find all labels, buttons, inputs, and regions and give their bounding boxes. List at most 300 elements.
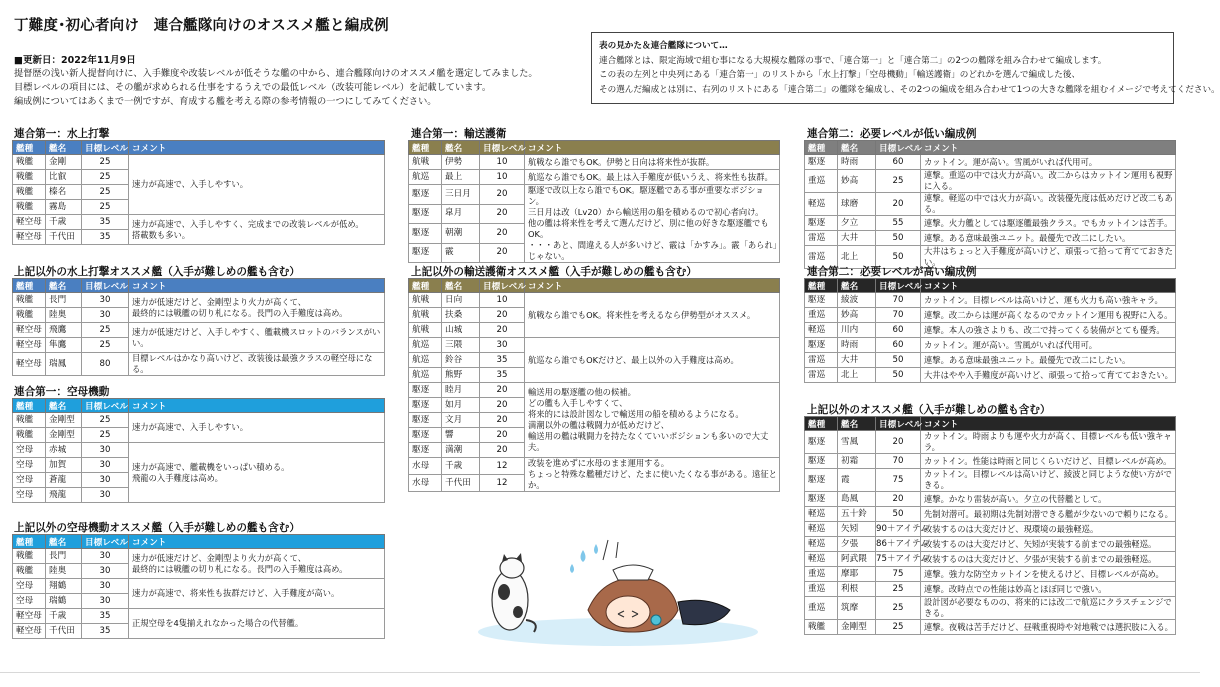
cell-type: 駆逐 [409, 398, 442, 413]
cell-name: 時雨 [838, 338, 876, 353]
cell-name: 満潮 [442, 443, 480, 458]
cell-comment: 正規空母を4隻揃えれなかった場合の代替艦。 [129, 609, 385, 639]
table-row [13, 609, 385, 624]
table-row [409, 170, 780, 185]
col-name: 艦名 [838, 279, 876, 293]
cell-level: 25 [82, 185, 129, 200]
motion-lines [603, 540, 618, 560]
table-header-row [409, 279, 780, 293]
cell-type: 駆逐 [409, 428, 442, 443]
cell-level: 20 [480, 204, 525, 224]
cell-type: 軽空母 [13, 338, 46, 353]
table-row [409, 458, 780, 475]
cell-name: 金剛型 [838, 620, 876, 635]
cell-name: 響 [442, 428, 480, 443]
cell-level: 50 [876, 246, 921, 269]
cell-name: 陸奥 [46, 564, 82, 579]
cell-name: 朝潮 [442, 224, 480, 244]
cell-type: 航巡 [409, 368, 442, 383]
table-row [805, 507, 1176, 522]
cell-type: 軽巡 [805, 552, 838, 567]
cell-type: 戦艦 [13, 155, 46, 170]
table-header-row [13, 141, 385, 155]
table-row [805, 338, 1176, 353]
cell-type: 軽巡 [805, 522, 838, 537]
cell-level: 25 [82, 428, 129, 443]
table-row [13, 413, 385, 428]
table-row [805, 170, 1176, 193]
cell-level: 30 [82, 579, 129, 594]
cell-type: 水母 [409, 458, 442, 475]
cell-comment: 速力が高速で、将来性も抜群だけど、入手難度が高い。 [129, 579, 385, 609]
cell-name: 比叡 [46, 170, 82, 185]
cell-level: 50 [876, 231, 921, 246]
cell-level: 75 [876, 469, 921, 492]
col-level: 目標レベル [82, 141, 129, 155]
cell-name: 伊勢 [442, 155, 480, 170]
cell-type: 重巡 [805, 308, 838, 323]
cell-level: 25 [876, 620, 921, 635]
cell-comment: 連撃。改二からは運が高くなるのでカットイン運用も視野に入る。 [921, 308, 1176, 323]
table-row [805, 155, 1176, 170]
cell-comment: カットイン。性能は時雨と同じくらいだけど、目標レベルが高め。 [921, 454, 1176, 469]
cell-type: 戦艦 [13, 200, 46, 215]
section-title-second-low-level: 連合第二：必要レベルが低い編成例 [807, 128, 977, 140]
explanation-line-3: その選んだ編成とは別に、右列のリストにある「連合第二」の艦隊を編成し、その2つの編成を組み合わせて1つの大きな艦隊を組むイメージで考えてください。 [599, 84, 1220, 95]
cell-comment: 改装を進めずに水母のまま運用する。 ちょっと特殊な艦種だけど、たまに使いたくなる事がある。遠征とか。 [525, 458, 780, 492]
cell-type: 駆逐 [805, 454, 838, 469]
col-comment: コメント [921, 417, 1176, 431]
explanation-line-2: この表の左列と中央列にある「連合第一」のリストから「水上打撃」「空母機動」「輸送護衛」のどれかを選んで編成した後、 [599, 70, 1081, 80]
col-name: 艦名 [46, 141, 82, 155]
cell-comment: 航巡なら誰でもOK。最上は入手難度が低いうえ、将来性も抜群。 [525, 170, 780, 185]
cell-level: 30 [82, 308, 129, 323]
cell-comment: 改装するのは大変だけど、夕張が実装する前までの最強軽巡。 [921, 552, 1176, 567]
cell-type: 航戦 [409, 323, 442, 338]
cell-level: 20 [480, 443, 525, 458]
intro-line-1: 提督歴の浅い新人提督向けに、入手難度や改装レベルが低そうな艦の中から、連合艦隊向けのオススメ艦を選定してみました。 [14, 68, 538, 79]
cell-name: 霞 [838, 469, 876, 492]
cell-comment: 連撃。かなり雷装が高い。夕立の代替艦として。 [921, 492, 1176, 507]
table-row [805, 597, 1176, 620]
cell-comment: 大井はちょっと入手難度が高いけど、頑張って拾って育てておきたい。 [921, 246, 1176, 269]
table-row [805, 582, 1176, 597]
col-comment: コメント [921, 279, 1176, 293]
cell-level: 25 [876, 597, 921, 620]
cell-type: 軽空母 [13, 215, 46, 230]
cell-level: 35 [82, 609, 129, 624]
cell-name: 初霜 [838, 454, 876, 469]
cell-comment: 改装するのは大変だけど、矢矧が実装する前までの最強軽巡。 [921, 537, 1176, 552]
cell-type: 戦艦 [13, 564, 46, 579]
cell-name: 北上 [838, 368, 876, 383]
cell-name: 時雨 [838, 155, 876, 170]
cell-comment: 連撃。本人の強さよりも、改二で持ってくる装備がとても優秀。 [921, 323, 1176, 338]
table-row [13, 323, 385, 338]
sheet-bottom-border [0, 672, 1200, 673]
col-name: 艦名 [46, 279, 82, 293]
col-name: 艦名 [46, 399, 82, 413]
cell-level: 20 [876, 492, 921, 507]
table-header-row [805, 417, 1176, 431]
cell-level: 25 [82, 200, 129, 215]
cell-type: 駆逐 [805, 216, 838, 231]
cell-type: 重巡 [805, 582, 838, 597]
col-name: 艦名 [46, 535, 82, 549]
cell-level: 80 [82, 353, 129, 376]
cell-level: 50 [876, 368, 921, 383]
table-row [409, 293, 780, 308]
sweat-drops-icon [570, 544, 598, 573]
col-type: 艦種 [409, 279, 442, 293]
cell-name: 翔鶴 [46, 579, 82, 594]
col-comment: コメント [129, 399, 385, 413]
table-row [805, 308, 1176, 323]
intro-line-2: 目標レベルの項目には、その艦が求められる仕事をするうえでの最低レベル（改装可能レベル）を記載しています。 [14, 82, 492, 93]
cell-type: 駆逐 [409, 413, 442, 428]
table-row [805, 522, 1176, 537]
table-row [805, 293, 1176, 308]
cell-name: 最上 [442, 170, 480, 185]
cell-name: 妙高 [838, 170, 876, 193]
cell-name: 千歳 [442, 458, 480, 475]
table-row [13, 443, 385, 458]
cell-comment: 連撃。重巡の中では火力が高い。改二からはカットイン運用も視野に入る。 [921, 170, 1176, 193]
cell-level: 35 [480, 368, 525, 383]
cell-type: 駆逐 [409, 224, 442, 244]
cell-level: 70 [876, 454, 921, 469]
table-surface-strike [12, 140, 385, 245]
cell-level: 35 [82, 624, 129, 639]
cell-name: 金剛 [46, 155, 82, 170]
cell-type: 戦艦 [13, 413, 46, 428]
cell-comment: 速力が低速だけど、金剛型より火力が高くて、 最終的には戦艦の切り札になる。長門の入手難度は高め。 [129, 293, 385, 323]
table-transport-escort [408, 140, 780, 263]
cell-comment: 設計図が必要なものの、将来的には改二で航巡にクラスチェンジできる。 [921, 597, 1176, 620]
table-row [805, 231, 1176, 246]
cell-type: 軽空母 [13, 624, 46, 639]
cell-comment: 速力が高速で、艦載機をいっぱい積める。 飛龍の入手難度は高め。 [129, 443, 385, 503]
table-header-row [805, 279, 1176, 293]
col-type: 艦種 [13, 535, 46, 549]
cell-name: 蒼龍 [46, 473, 82, 488]
cell-name: 夕立 [838, 216, 876, 231]
cell-name: 利根 [838, 582, 876, 597]
cell-name: 千代田 [46, 624, 82, 639]
table-row [805, 368, 1176, 383]
cell-type: 雷巡 [805, 353, 838, 368]
page-title: 丁難度･初心者向け 連合艦隊向けのオススメ艦と編成例 [14, 18, 389, 34]
cell-name: 大井 [838, 231, 876, 246]
table-row [805, 469, 1176, 492]
cell-name: 霧島 [46, 200, 82, 215]
cell-type: 航巡 [409, 338, 442, 353]
cell-comment: 航巡なら誰でもOKだけど、最上以外の入手難度は高め。 [525, 338, 780, 383]
table-header-row [13, 399, 385, 413]
explanation-line-1: 連合艦隊とは、限定海域で組む事になる大規模な艦隊の事で、「連合第一」と「連合第二」の2つの艦隊を組み合わせて編成します。 [599, 55, 1107, 66]
cell-name: 霰 [442, 243, 480, 263]
cell-type: 戦艦 [13, 428, 46, 443]
cell-level: 70 [876, 308, 921, 323]
cell-comment: 速力が低速だけど、入手しやすく、艦載機スロットのバランスがいい。 [129, 323, 385, 353]
section-title-carrier-task-extra: 上記以外の空母機動オススメ艦（入手が難しめの艦も含む） [14, 522, 300, 534]
section-title-carrier-task: 連合第一：空母機動 [14, 386, 110, 398]
cell-comment: 目標レベルはかなり高いけど、改装後は最強クラスの軽空母になる。 [129, 353, 385, 376]
table-row [805, 552, 1176, 567]
table-row [805, 454, 1176, 469]
cell-type: 駆逐 [805, 155, 838, 170]
table-row [409, 155, 780, 170]
cell-type: 駆逐 [409, 204, 442, 224]
cat-icon [492, 553, 536, 632]
cell-comment: 連撃。強力な防空カットインを使えるけど、目標レベルが高め。 [921, 567, 1176, 582]
cell-type: 駆逐 [409, 243, 442, 263]
cell-level: 35 [480, 353, 525, 368]
cell-comment: カットイン。運が高い。雪風がいれば代用可。 [921, 338, 1176, 353]
cell-type: 空母 [13, 488, 46, 503]
cell-name: 瑞鳳 [46, 353, 82, 376]
cell-name: 千代田 [46, 230, 82, 245]
explanation-title: 表の見かた＆連合艦隊について… [599, 41, 728, 51]
cell-name: 三隈 [442, 338, 480, 353]
col-comment: コメント [129, 535, 385, 549]
cell-comment: 速力が高速で、入手しやすく、完成までの改装レベルが低め。 搭載数も多い。 [129, 215, 385, 245]
cell-type: 軽巡 [805, 507, 838, 522]
cell-comment: 大井はやや入手難度が高いけど、頑張って拾って育てておきたい。 [921, 368, 1176, 383]
col-type: 艦種 [805, 279, 838, 293]
cell-level: 35 [82, 215, 129, 230]
cell-type: 軽空母 [13, 323, 46, 338]
cell-comment: カットイン。運が高い。雪風がいれば代用可。 [921, 155, 1176, 170]
cell-level: 20 [876, 431, 921, 454]
cell-type: 駆逐 [805, 293, 838, 308]
cell-type: 駆逐 [805, 431, 838, 454]
cell-level: 55 [876, 216, 921, 231]
cell-type: 雷巡 [805, 231, 838, 246]
table-row [13, 155, 385, 170]
cell-level: 30 [82, 488, 129, 503]
cell-type: 軽巡 [805, 323, 838, 338]
cell-type: 駆逐 [409, 185, 442, 205]
cell-comment: 改装するのは大変だけど、現環境の最強軽巡。 [921, 522, 1176, 537]
col-comment: コメント [921, 141, 1176, 155]
cell-level: 75 [876, 567, 921, 582]
cell-name: 金剛型 [46, 413, 82, 428]
updated-date: ■更新日：2022年11月9日 [14, 55, 136, 66]
table-row [805, 492, 1176, 507]
table-carrier-task [12, 398, 385, 503]
cell-comment: カットイン。目標レベルは高いけど、綾波と同じような使い方ができる。 [921, 469, 1176, 492]
cell-name: 川内 [838, 323, 876, 338]
table-header-row [13, 279, 385, 293]
cell-name: 三日月 [442, 185, 480, 205]
col-level: 目標レベル [480, 141, 525, 155]
col-level: 目標レベル [876, 141, 921, 155]
table-second-low-level [804, 140, 1176, 269]
cell-name: 綾波 [838, 293, 876, 308]
cell-level: 20 [876, 193, 921, 216]
cell-name: 文月 [442, 413, 480, 428]
cell-level: 25 [82, 323, 129, 338]
cell-comment: 連撃。ある意味最強ユニット。最優先で改二にしたい。 [921, 353, 1176, 368]
col-type: 艦種 [805, 141, 838, 155]
cell-type: 駆逐 [805, 469, 838, 492]
table-header-row [13, 535, 385, 549]
section-title-surface-strike: 連合第一：水上打撃 [14, 128, 110, 140]
cell-level: 20 [480, 323, 525, 338]
cell-type: 戦艦 [13, 185, 46, 200]
col-level: 目標レベル [876, 417, 921, 431]
col-level: 目標レベル [480, 279, 525, 293]
table-header-row [409, 141, 780, 155]
col-level: 目標レベル [82, 399, 129, 413]
cell-comment: 駆逐で改以上なら誰でもOK。駆逐艦である事が重要なポジション。 三日月は改（Lv20）から輸送用の船を積めるので初心者向け。 他の艦は将来性を考えて選んだけど、別に他の好きな駆逐艦でもOK。 ・・・あと、間違える人が多いけど、霰は「かすみ」。霰「あられ」じゃない。 [525, 185, 780, 263]
cell-name: 島風 [838, 492, 876, 507]
table-row [13, 353, 385, 376]
table-other-recommended [804, 416, 1176, 635]
cell-name: 妙高 [838, 308, 876, 323]
table-row [805, 193, 1176, 216]
cell-name: 五十鈴 [838, 507, 876, 522]
cell-level: 50 [876, 353, 921, 368]
cell-type: 軽空母 [13, 609, 46, 624]
cell-type: 重巡 [805, 597, 838, 620]
cell-level: 30 [82, 458, 129, 473]
section-title-second-high-level: 連合第二：必要レベルが高い編成例 [807, 266, 977, 278]
cell-level: 25 [82, 170, 129, 185]
cell-type: 重巡 [805, 170, 838, 193]
cell-level: 25 [82, 413, 129, 428]
col-comment: コメント [129, 141, 385, 155]
cell-name: 矢矧 [838, 522, 876, 537]
cell-name: 北上 [838, 246, 876, 269]
cell-comment: 速力が高速で、入手しやすい。 [129, 413, 385, 443]
cell-name: 飛鷹 [46, 323, 82, 338]
girl-character-icon [588, 565, 730, 632]
cell-name: 皐月 [442, 204, 480, 224]
table-row [805, 537, 1176, 552]
cell-level: 20 [480, 243, 525, 263]
col-name: 艦名 [838, 417, 876, 431]
table-row [805, 567, 1176, 582]
col-type: 艦種 [13, 399, 46, 413]
explanation-box [591, 32, 1220, 104]
col-type: 艦種 [13, 279, 46, 293]
cell-type: 戦艦 [13, 308, 46, 323]
table-row [13, 549, 385, 564]
col-level: 目標レベル [82, 535, 129, 549]
section-title-other-recommended: 上記以外のオススメ艦（入手が難しめの艦も含む） [807, 404, 1051, 416]
cell-type: 戦艦 [805, 620, 838, 635]
cell-level: 30 [82, 443, 129, 458]
cell-name: 榛名 [46, 185, 82, 200]
cell-type: 駆逐 [409, 443, 442, 458]
cell-level: 75＋アイテム [876, 552, 921, 567]
col-comment: コメント [525, 141, 780, 155]
cell-name: 長門 [46, 549, 82, 564]
section-title-surface-strike-extra: 上記以外の水上打撃オススメ艦（入手が難しめの艦も含む） [14, 266, 300, 278]
cell-comment: 先制対潜可。最初期は先制対潜できる艦が少ないので頼りになる。 [921, 507, 1176, 522]
cell-type: 雷巡 [805, 368, 838, 383]
cell-type: 戦艦 [13, 170, 46, 185]
cell-comment: 速力が高速で、入手しやすい。 [129, 155, 385, 215]
cell-name: 筑摩 [838, 597, 876, 620]
cell-type: 航巡 [409, 170, 442, 185]
cell-level: 86＋アイテム [876, 537, 921, 552]
cell-name: 熊野 [442, 368, 480, 383]
cell-name: 睦月 [442, 383, 480, 398]
section-title-transport-escort-extra: 上記以外の輸送護衛オススメ艦（入手が難しめの艦も含む） [411, 266, 697, 278]
cell-level: 60 [876, 338, 921, 353]
cell-type: 空母 [13, 443, 46, 458]
cell-comment: 輸送用の駆逐艦の他の候補。 どの艦も入手しやすくて、 将来的には設計図なしで輸送用の船を積めるようになる。 満潮以外の艦は戦闘力が低めだけど、 輸送用の艦は戦闘力を持たなくていいポジションも多いので大丈夫。 [525, 383, 780, 458]
table-carrier-task-extra [12, 534, 385, 639]
cell-type: 戦艦 [13, 293, 46, 308]
cell-name: 日向 [442, 293, 480, 308]
cell-level: 25 [876, 170, 921, 193]
table-surface-strike-extra [12, 278, 385, 376]
cell-name: 瑞鶴 [46, 594, 82, 609]
cell-level: 90＋アイテム [876, 522, 921, 537]
cell-level: 20 [480, 398, 525, 413]
cell-level: 10 [480, 293, 525, 308]
cell-type: 空母 [13, 473, 46, 488]
intro-line-3: 編成例についてはあくまで一例ですが、育成する艦を考える際の参考情報の一つにしてみてください。 [14, 96, 437, 107]
cell-level: 20 [480, 308, 525, 323]
cell-level: 30 [480, 338, 525, 353]
table-row [13, 579, 385, 594]
cell-name: 摩耶 [838, 567, 876, 582]
table-transport-escort-extra [408, 278, 780, 492]
cell-name: 飛龍 [46, 488, 82, 503]
cell-name: 大井 [838, 353, 876, 368]
cell-level: 60 [876, 323, 921, 338]
cell-type: 空母 [13, 594, 46, 609]
table-second-high-level [804, 278, 1176, 383]
table-row [409, 338, 780, 353]
cell-comment: 速力が低速だけど、金剛型より火力が高くて、 最終的には戦艦の切り札になる。長門の入手難度は高め。 [129, 549, 385, 579]
col-name: 艦名 [442, 141, 480, 155]
cell-level: 20 [480, 428, 525, 443]
cell-level: 12 [480, 458, 525, 475]
cell-level: 30 [82, 293, 129, 308]
cell-comment: 航戦なら誰でもOK。伊勢と日向は将来性が抜群。 [525, 155, 780, 170]
table-row [409, 383, 780, 398]
cell-level: 30 [82, 594, 129, 609]
cell-type: 空母 [13, 579, 46, 594]
cell-type: 駆逐 [409, 383, 442, 398]
cell-name: 阿武隈 [838, 552, 876, 567]
col-level: 目標レベル [876, 279, 921, 293]
table-header-row [805, 141, 1176, 155]
cell-level: 20 [480, 224, 525, 244]
cell-level: 60 [876, 155, 921, 170]
cell-level: 12 [480, 475, 525, 492]
cell-type: 航戦 [409, 308, 442, 323]
cell-type: 雷巡 [805, 246, 838, 269]
cell-name: 千歳 [46, 215, 82, 230]
cell-comment: 連撃。夜戦は苦手だけど、昼戦重視時や対地戦では選択肢に入る。 [921, 620, 1176, 635]
cell-name: 山城 [442, 323, 480, 338]
table-row [409, 185, 780, 205]
cell-type: 軽巡 [805, 537, 838, 552]
cell-level: 50 [876, 507, 921, 522]
cell-name: 扶桑 [442, 308, 480, 323]
cell-level: 30 [82, 564, 129, 579]
cell-name: 赤城 [46, 443, 82, 458]
cell-level: 20 [480, 185, 525, 205]
cell-type: 戦艦 [13, 549, 46, 564]
